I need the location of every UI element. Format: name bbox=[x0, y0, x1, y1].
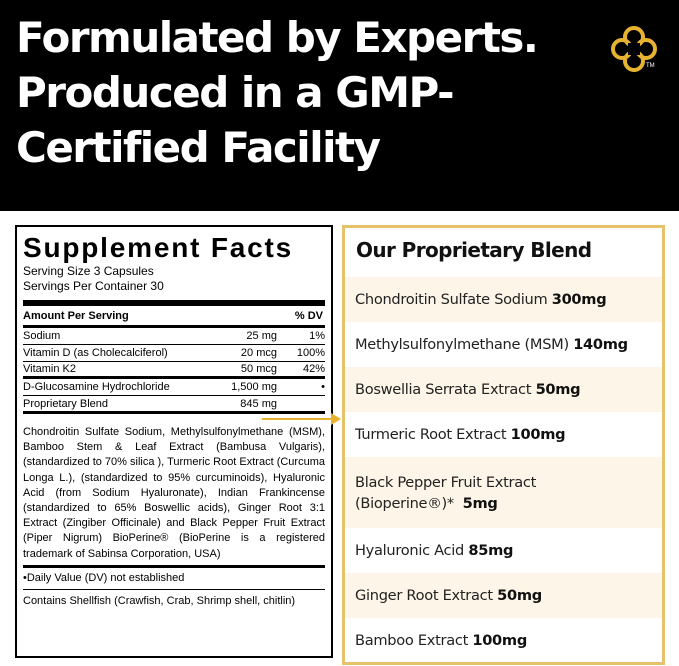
nutrient-name: D-Glucosamine Hydrochloride bbox=[23, 381, 170, 393]
blend-item-amount: 50mg bbox=[535, 381, 581, 398]
nutrient-amount: 1,500 mg bbox=[231, 381, 277, 393]
headline bbox=[16, 10, 576, 175]
blend-item-name: Black Pepper Fruit Extract (Bioperine®)* bbox=[355, 473, 536, 512]
blend-item bbox=[345, 528, 662, 573]
header-banner bbox=[0, 0, 679, 211]
blend-item-name: Boswellia Serrata Extract bbox=[355, 381, 532, 398]
blend-item-amount: 100mg bbox=[472, 632, 527, 649]
blend-item bbox=[345, 277, 662, 322]
facts-title: Supplement Facts bbox=[23, 232, 293, 263]
blend-item-name: Bamboo Extract bbox=[355, 632, 468, 649]
nutrient-amount: 845 mg bbox=[240, 397, 277, 410]
nutrient-row bbox=[23, 379, 325, 396]
headline-line: Formulated by Experts. bbox=[16, 13, 538, 62]
headline-line: Certified Facility bbox=[16, 123, 380, 172]
blend-item-name: Ginger Root Extract bbox=[355, 587, 493, 604]
blend-item bbox=[345, 322, 662, 367]
blend-item-amount: 5mg bbox=[462, 494, 498, 512]
nutrient-amount: 50 mcg bbox=[240, 363, 277, 375]
serving-size: Serving Size 3 Capsules bbox=[23, 264, 154, 278]
nutrient-dv: 42% bbox=[302, 363, 325, 375]
nutrient-dv: 100% bbox=[296, 347, 325, 359]
dv-header: % DV bbox=[294, 310, 323, 322]
amount-header: Amount Per Serving bbox=[23, 310, 129, 322]
nutrient-row bbox=[23, 345, 325, 362]
amount-header-row bbox=[23, 306, 325, 328]
blend-item bbox=[345, 457, 662, 528]
blend-item-amount: 140mg bbox=[573, 336, 628, 353]
quatrefoil-logo-icon bbox=[604, 24, 664, 74]
allergen-statement: Contains Shellfish (Crawfish, Crab, Shrimp shell, chitlin) bbox=[23, 594, 296, 607]
blend-item-name: Turmeric Root Extract bbox=[355, 426, 507, 443]
nutrient-name: Vitamin K2 bbox=[23, 363, 76, 375]
nutrient-name: Proprietary Blend bbox=[23, 397, 108, 410]
arrow-right-icon bbox=[331, 413, 341, 425]
nutrient-dv: • bbox=[321, 381, 325, 393]
proprietary-blend-row bbox=[23, 396, 325, 414]
servings-per-container: Servings Per Container 30 bbox=[23, 279, 164, 293]
blend-item bbox=[345, 573, 662, 618]
nutrient-amount: 20 mcg bbox=[240, 347, 277, 359]
blend-item-amount: 300mg bbox=[551, 291, 607, 308]
blend-item-name: Methylsulfonylmethane (MSM) bbox=[355, 336, 569, 353]
blend-item-name: Chondroitin Sulfate Sodium bbox=[355, 291, 548, 308]
nutrient-name: Vitamin D (as Cholecalciferol) bbox=[23, 347, 168, 359]
blend-item bbox=[345, 618, 662, 663]
supplement-facts-panel bbox=[15, 225, 333, 658]
nutrient-row bbox=[23, 328, 325, 345]
headline-line: Produced in a GMP- bbox=[16, 68, 454, 117]
blend-item-amount: 50mg bbox=[497, 587, 542, 604]
nutrient-name: Sodium bbox=[23, 330, 61, 342]
blend-title: Our Proprietary Blend bbox=[356, 238, 592, 262]
nutrient-amount: 25 mg bbox=[246, 330, 277, 342]
trademark: TM bbox=[646, 63, 655, 69]
blend-item-amount: 100mg bbox=[510, 426, 566, 443]
dv-footnote: •Daily Value (DV) not established bbox=[23, 568, 325, 590]
blend-item-amount: 85mg bbox=[468, 542, 514, 559]
blend-item bbox=[345, 367, 662, 412]
nutrient-dv: 1% bbox=[309, 330, 325, 342]
proprietary-blend-panel bbox=[342, 225, 665, 665]
arrow-connector bbox=[262, 418, 332, 420]
ingredients-text: Chondroitin Sulfate Sodium, Methylsulfonylmethane (MSM), Bamboo Stem & Leaf Extract (Bambusa Vulgaris), (standardized to 70% silica ), Turmeric Root Extract (Curcuma Longa L.), (standardized to 95% curcuminoids), Hyaluronic Acid (from Sodium Hyaluronate), Indian Frankincense (standardized to 65% Boswellic acids), Ginger Root 3:1 Extract (Zingiber Officinale) and Black Pepper Fruit Extract (Piper Nigrum) BioPerine® (BioPerine is a registered trademark of Sabinsa Corporation, USA) bbox=[23, 414, 325, 568]
blend-item-name: Hyaluronic Acid bbox=[355, 542, 465, 559]
blend-item bbox=[345, 412, 662, 457]
nutrient-row bbox=[23, 362, 325, 379]
